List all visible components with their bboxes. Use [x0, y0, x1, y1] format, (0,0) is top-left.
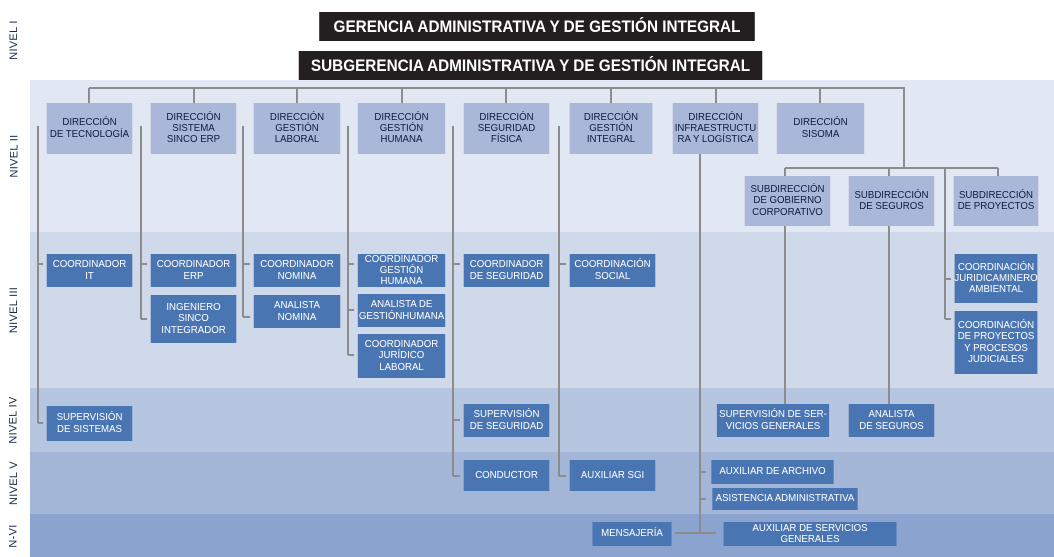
subdireccion-seguros: SUBDIRECCIÓN DE SEGUROS [849, 176, 935, 226]
coordinador-gestion-humana: COORDINADOR GESTIÓN HUMANA [358, 254, 445, 287]
direccion-integral: DIRECCIÓN GESTIÓN INTEGRAL [570, 103, 653, 154]
conductor: CONDUCTOR [464, 460, 550, 491]
direccion-tecnologia: DIRECCIÓN DE TECNOLOGÍA [47, 103, 133, 154]
direccion-laboral: DIRECCIÓN GESTIÓN LABORAL [254, 103, 340, 154]
coordinacion-proyectos-judiciales: COORDINACIÓN DE PROYECTOS Y PROCESOS JUDICIALES [955, 311, 1038, 374]
coordinador-nomina: COORDINADOR NOMINA [254, 254, 340, 287]
level-label-1: NIVEL I [8, 20, 21, 60]
subgerencia-title: SUBGERENCIA ADMINISTRATIVA Y DE GESTIÓN INTEGRAL [299, 51, 763, 80]
supervision-servicios-generales: SUPERVISIÓN DE SER- VICIOS GENERALES [717, 404, 829, 437]
coordinacion-juridicaminero-ambiental: COORDINACIÓN JURIDICAMINERO AMBIENTAL [955, 254, 1038, 303]
auxiliar-sgi: AUXILIAR SGI [570, 460, 656, 491]
level-label-6: N-VI [7, 523, 20, 548]
level-label-3: NIVEL III [8, 286, 20, 334]
direccion-seguridad: DIRECCIÓN SEGURIDAD FÍSICA [464, 103, 550, 154]
coordinador-it: COORDINADOR IT [47, 254, 133, 287]
subdireccion-gobierno: SUBDIRECCIÓN DE GOBIERNO CORPORATIVO [745, 176, 831, 226]
ingeniero-sinco: INGENIERO SINCO INTEGRADOR [151, 295, 237, 343]
coordinador-juridico-laboral: COORDINADOR JURÍDICO LABORAL [358, 334, 445, 378]
analista-gestion-humana: ANALISTA DE GESTIÓNHUMANA [358, 294, 445, 327]
asistencia-administrativa: ASISTENCIA ADMINISTRATIVA [712, 488, 857, 510]
supervision-sistemas: SUPERVISIÓN DE SISTEMAS [47, 406, 133, 441]
gerencia-title: GERENCIA ADMINISTRATIVA Y DE GESTIÓN INTEGRAL [319, 12, 755, 41]
analista-seguros: ANALISTA DE SEGUROS [849, 404, 935, 437]
auxiliar-servicios-generales: AUXILIAR DE SERVICIOS GENERALES [724, 522, 897, 546]
coordinacion-social: COORDINACIÓN SOCIAL [570, 254, 656, 287]
direccion-humana: DIRECCIÓN GESTIÓN HUMANA [358, 103, 445, 154]
subdireccion-proyectos: SUBDIRECCIÓN DE PROYECTOS [954, 176, 1039, 226]
analista-nomina: ANALISTA NOMINA [254, 295, 340, 328]
level-label-5: NIVEL V [8, 461, 21, 505]
direccion-sinco: DIRECCIÓN SISTEMA SINCO ERP [151, 103, 237, 154]
auxiliar-archivo: AUXILIAR DE ARCHIVO [711, 460, 833, 484]
level-label-2: NIVEL II [8, 134, 21, 178]
direccion-sisoma: DIRECCIÓN SISOMA [777, 103, 864, 154]
supervision-seguridad: SUPERVISIÓN DE SEGURIDAD [464, 404, 550, 437]
coordinador-erp: COORDINADOR ERP [151, 254, 237, 287]
direccion-infraestructura: DIRECCIÓN INFRAESTRUCTU RA Y LOGÍSTICA [673, 103, 759, 154]
coordinador-seguridad: COORDINADOR DE SEGURIDAD [464, 254, 550, 287]
level-label-4: NIVEL IV [8, 396, 21, 444]
mensajeria: MENSAJERÍA [592, 522, 671, 546]
